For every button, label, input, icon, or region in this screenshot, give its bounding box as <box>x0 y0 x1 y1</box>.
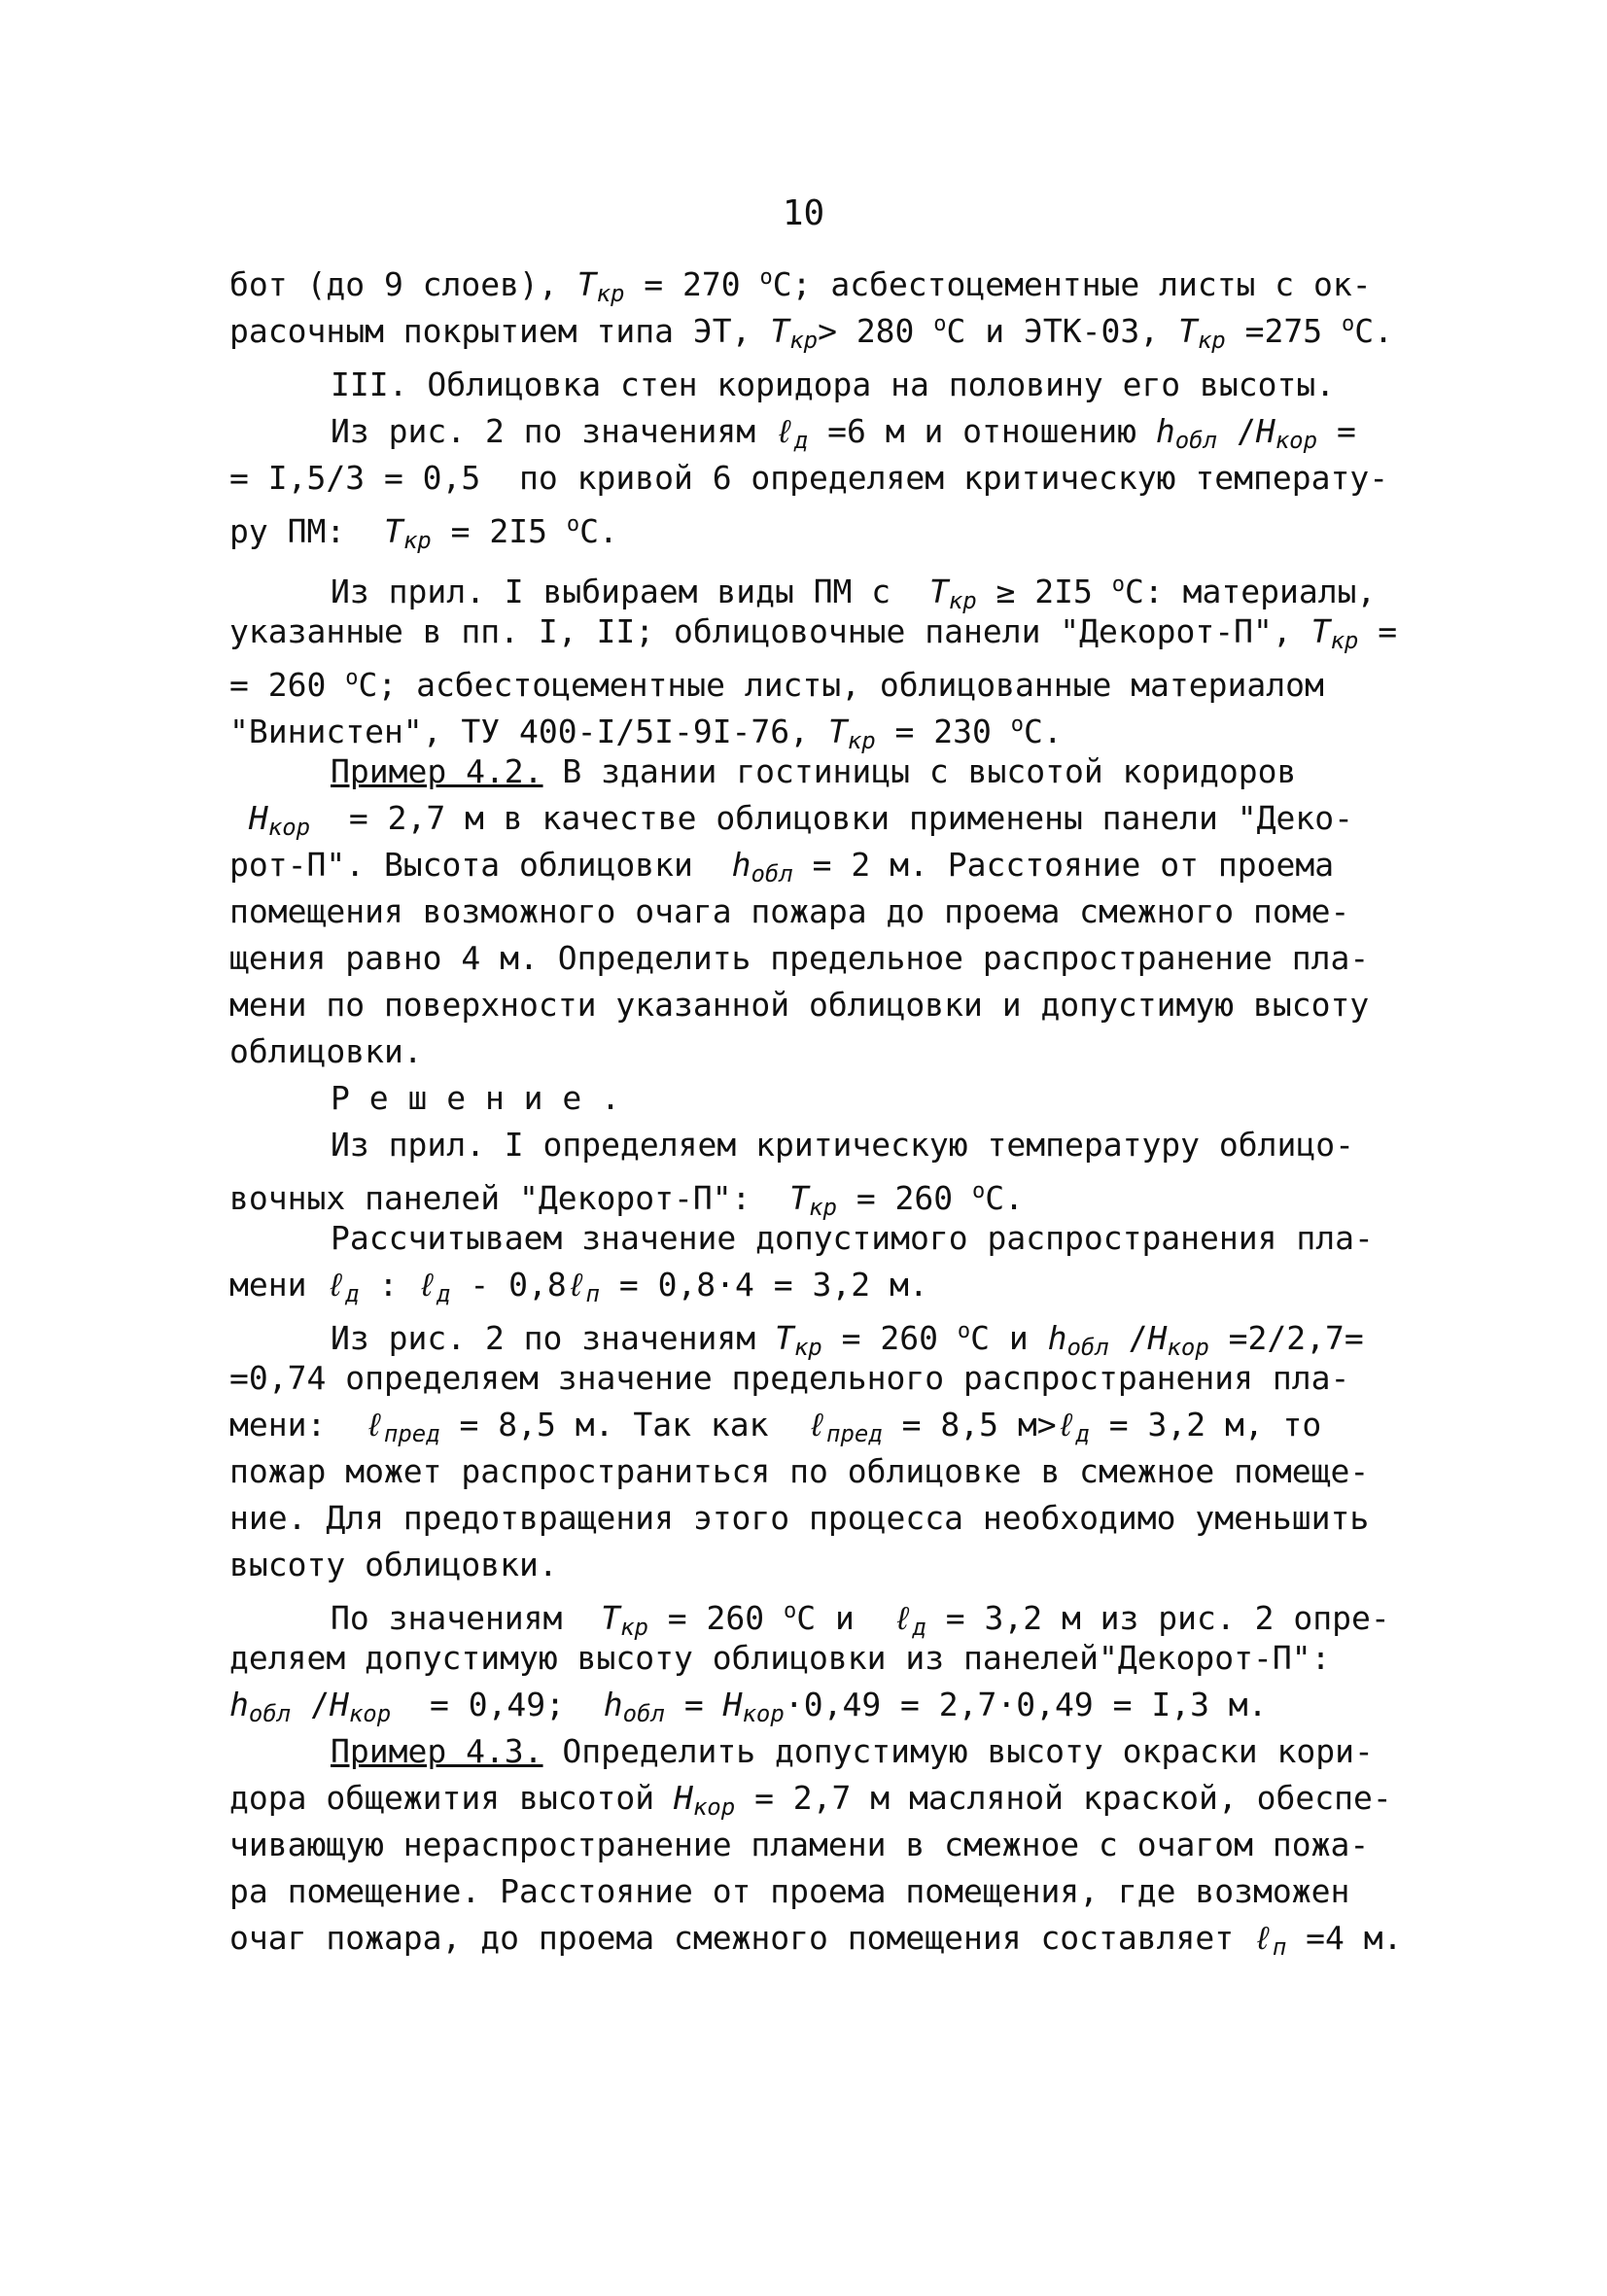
math-subscript: обл <box>1174 427 1218 454</box>
math-symbol: ℓ <box>326 1266 346 1304</box>
text-run: ≥ 2I5 <box>976 573 1112 610</box>
text-run: C. <box>1354 312 1393 350</box>
math-symbol: T <box>789 1179 810 1217</box>
math-subscript: кр <box>596 280 625 307</box>
degree-superscript: o <box>972 1179 986 1203</box>
text-run: =0,74 определяем значение предельного распространения пла- <box>229 1359 1350 1397</box>
text-run: Определить допустимую высоту окраски кори- <box>542 1732 1374 1770</box>
text-run: "Винистен", ТУ 400-I/5I-9I-76, <box>229 713 828 750</box>
text-line <box>229 1402 1396 1448</box>
text-run: = 230 <box>875 713 1011 750</box>
math-subscript: д <box>912 1614 926 1641</box>
text-run: деляем допустимую высоту облицовки из панелей"Декорот-П": <box>229 1639 1331 1677</box>
text-line <box>229 935 1396 982</box>
text-line <box>229 1308 1396 1361</box>
text-run: / <box>1108 1319 1148 1357</box>
text-run: = 2,7 м масляной краской, обеспе- <box>735 1779 1392 1817</box>
text-run: бот (до 9 слоев), <box>229 265 577 303</box>
text-run: Р е ш е н и е . <box>331 1079 621 1117</box>
text-run: : <box>359 1266 418 1304</box>
text-run: = <box>665 1686 723 1723</box>
math-subscript: кор <box>1275 427 1318 454</box>
math-subscript: п <box>1272 1933 1287 1961</box>
math-subscript: кр <box>1197 327 1226 354</box>
math-symbol: h <box>1155 412 1175 450</box>
text-line <box>229 1215 1396 1262</box>
degree-superscript: o <box>957 1319 971 1343</box>
math-subscript: пред <box>826 1420 883 1447</box>
text-run: / <box>291 1686 330 1723</box>
text-line <box>229 1495 1396 1542</box>
text-run: ние. Для предотвращения этого процесса необходимо уменьшить <box>229 1499 1370 1537</box>
math-subscript: д <box>437 1280 451 1307</box>
text-run: = I,5/3 = 0,5 по кривой 6 определяем критическую температу- <box>229 459 1389 497</box>
text-line <box>229 1728 1396 1775</box>
math-subscript: обл <box>622 1700 665 1727</box>
text-run: - 0,8 <box>450 1266 567 1304</box>
text-line <box>229 301 1396 354</box>
math-subscript: кр <box>1330 627 1359 654</box>
degree-superscript: o <box>784 1599 797 1623</box>
text-line <box>229 1122 1396 1168</box>
text-run: =2/2,7= <box>1208 1319 1364 1357</box>
text-line <box>229 888 1396 935</box>
text-run: чивающую нераспространение пламени в смежное с очагом пожа- <box>229 1826 1370 1863</box>
text-run: = 0,8·4 = 3,2 м. <box>599 1266 928 1304</box>
math-subscript: обл <box>751 860 793 887</box>
text-run: Из прил. I определяем критическую температуру облицо- <box>331 1126 1354 1164</box>
text-run: C; асбестоцементные листы с ок- <box>772 265 1372 303</box>
math-symbol: T <box>1177 312 1198 350</box>
degree-superscript: o <box>566 512 580 537</box>
text-line <box>229 655 1396 702</box>
text-run: помещения возможного очага пожара до проема смежного поме- <box>229 892 1350 930</box>
text-run: =6 м и отношению <box>808 412 1156 450</box>
math-symbol: h <box>229 1686 249 1723</box>
text-line <box>229 408 1396 455</box>
math-symbol: ℓ <box>892 1599 913 1637</box>
text-line <box>229 1075 1396 1122</box>
text-line <box>229 1355 1396 1402</box>
math-symbol: H <box>1147 1319 1168 1357</box>
text-run: = 3,2 м, то <box>1089 1406 1322 1444</box>
text-run: = 2,7 м в качестве облицовки применены панели "Деко- <box>310 799 1353 837</box>
math-symbol: H <box>329 1686 349 1723</box>
text-line <box>229 609 1396 655</box>
body-text <box>229 255 1403 1962</box>
text-run: C. <box>579 512 618 550</box>
math-symbol: T <box>601 1599 621 1637</box>
text-run: C. <box>1024 713 1063 750</box>
text-line <box>229 1542 1396 1588</box>
math-subscript: кор <box>348 1700 392 1727</box>
text-run: В здании гостиницы с высотой коридоров <box>542 752 1297 790</box>
degree-superscript: o <box>1010 713 1025 737</box>
text-line <box>229 1262 1396 1308</box>
math-subscript: пред <box>383 1420 440 1447</box>
text-run: > 280 <box>818 312 934 350</box>
math-symbol: T <box>928 573 949 610</box>
text-run: расочным покрытием типа ЭТ, <box>229 312 771 350</box>
text-line <box>229 1168 1396 1221</box>
math-subscript: кр <box>793 1334 822 1361</box>
math-symbol: T <box>774 1319 794 1357</box>
text-run: III. Облицовка стен коридора на половину его высоты. <box>331 365 1336 403</box>
math-subscript: кр <box>402 527 432 554</box>
text-line <box>229 1682 1396 1728</box>
text-run: C и <box>970 1319 1048 1357</box>
text-line <box>229 455 1396 502</box>
text-line <box>229 1915 1403 1962</box>
text-run: По значениям <box>331 1599 602 1637</box>
math-subscript: д <box>793 427 809 454</box>
math-symbol: h <box>731 846 751 884</box>
math-subscript: п <box>585 1280 600 1307</box>
text-run: C: материалы, <box>1125 573 1377 610</box>
text-run: Из прил. I выбираем виды ПМ с <box>331 573 929 610</box>
text-run: рот-П". Высота облицовки <box>229 846 732 884</box>
text-run: C и <box>796 1599 893 1637</box>
text-run: C. <box>985 1179 1025 1217</box>
math-symbol: H <box>248 799 268 837</box>
text-line <box>229 748 1396 795</box>
text-line <box>229 1588 1396 1641</box>
math-symbol: ℓ <box>566 1266 586 1304</box>
math-subscript: кор <box>267 814 311 841</box>
math-symbol: ℓ <box>417 1266 437 1304</box>
text-run: облицовки. <box>229 1032 423 1070</box>
degree-superscript: o <box>1341 312 1355 336</box>
text-line <box>229 1775 1396 1822</box>
text-run <box>229 799 249 837</box>
math-symbol: H <box>722 1686 743 1723</box>
text-line <box>229 842 1396 888</box>
text-line <box>229 1448 1396 1495</box>
math-symbol: T <box>827 713 848 750</box>
text-run: высоту облицовки. <box>229 1546 558 1583</box>
text-run: очаг пожара, до проема смежного помещения составляет <box>229 1919 1253 1957</box>
math-symbol: ℓ <box>1056 1406 1076 1444</box>
math-symbol: T <box>1310 612 1331 650</box>
math-subscript: кр <box>789 327 819 354</box>
text-run: = 260 <box>836 1179 973 1217</box>
text-run: = 260 <box>647 1599 785 1637</box>
text-line <box>229 1868 1396 1915</box>
text-run: ру ПМ: <box>229 512 384 550</box>
page-number: 10 <box>782 193 825 233</box>
text-run: мени по поверхности указанной облицовки и допустимую высоту <box>229 986 1370 1024</box>
text-run: = <box>1317 412 1356 450</box>
text-line <box>229 362 1396 408</box>
text-line <box>229 982 1396 1028</box>
text-run: = 260 <box>229 666 346 704</box>
text-run: ·0,49 = 2,7·0,49 = I,3 м. <box>784 1686 1268 1723</box>
text-run: указанные в пп. I, II; облицовочные панели "Декорот-П", <box>229 612 1311 650</box>
text-run: = <box>1358 612 1398 650</box>
math-subscript: обл <box>248 1700 292 1727</box>
math-subscript: кр <box>809 1194 837 1221</box>
math-symbol: T <box>576 265 597 303</box>
text-line <box>229 1028 1396 1075</box>
text-run: = 0,49; <box>391 1686 604 1723</box>
text-run: дора общежития высотой <box>229 1779 674 1817</box>
math-subscript: кор <box>1167 1334 1209 1361</box>
text-run: щения равно 4 м. Определить предельное распространение пла- <box>229 939 1370 977</box>
example-heading: Пример 4.2. <box>331 752 543 790</box>
text-run: Рассчитываем значение допустимого распространения пла- <box>331 1219 1374 1257</box>
degree-superscript: o <box>1111 573 1126 597</box>
text-line <box>229 1635 1396 1682</box>
math-subscript: кр <box>847 727 876 754</box>
math-symbol: h <box>603 1686 623 1723</box>
text-line <box>229 255 1396 307</box>
math-symbol: ℓ <box>807 1406 826 1444</box>
math-symbol: H <box>673 1779 693 1817</box>
example-heading: Пример 4.3. <box>331 1732 543 1770</box>
text-run: C и ЭТК-03, <box>946 312 1178 350</box>
text-line <box>229 795 1396 842</box>
text-run: = 2 м. Расстояние от проема <box>792 846 1335 884</box>
math-subscript: кр <box>620 1614 648 1641</box>
text-run: Из рис. 2 по значениям <box>331 412 775 450</box>
degree-superscript: o <box>759 265 773 290</box>
text-run: = 8,5 м. Так как <box>439 1406 808 1444</box>
math-subscript: кр <box>948 587 977 614</box>
math-symbol: T <box>770 312 790 350</box>
text-line <box>229 502 1396 554</box>
text-run: = 8,5 м> <box>882 1406 1057 1444</box>
text-run: пожар может распространиться по облицовке в смежное помеще- <box>229 1452 1370 1490</box>
text-run: =275 <box>1225 312 1342 350</box>
text-line <box>229 562 1396 614</box>
math-symbol: ℓ <box>1253 1919 1273 1957</box>
math-subscript: д <box>345 1280 360 1307</box>
text-run: = 260 <box>821 1319 958 1357</box>
math-subscript: кор <box>742 1700 785 1727</box>
math-subscript: кор <box>692 1793 736 1821</box>
math-subscript: обл <box>1066 1334 1109 1361</box>
math-symbol: T <box>383 512 403 550</box>
text-run: ра помещение. Расстояние от проема помещения, где возможен <box>229 1872 1350 1910</box>
text-line <box>229 702 1396 754</box>
text-run: = 270 <box>624 265 760 303</box>
degree-superscript: o <box>345 666 359 690</box>
text-run: Из рис. 2 по значениям <box>331 1319 775 1357</box>
math-symbol: ℓ <box>365 1406 384 1444</box>
text-run: мени: <box>229 1406 366 1444</box>
text-run: / <box>1217 412 1256 450</box>
text-run: =4 м. <box>1286 1919 1403 1957</box>
text-run: C; асбестоцементные листы, облицованные материалом <box>358 666 1324 704</box>
text-run: = 2I5 <box>431 512 567 550</box>
degree-superscript: o <box>933 312 947 336</box>
text-run: вочных панелей "Декорот-П": <box>229 1179 790 1217</box>
math-symbol: h <box>1047 1319 1067 1357</box>
math-symbol: H <box>1255 412 1275 450</box>
text-run: мени <box>229 1266 327 1304</box>
text-run: = 3,2 м из рис. 2 опре- <box>926 1599 1390 1637</box>
text-line <box>229 1822 1396 1868</box>
math-symbol: ℓ <box>774 412 794 450</box>
math-subscript: д <box>1075 1420 1090 1447</box>
